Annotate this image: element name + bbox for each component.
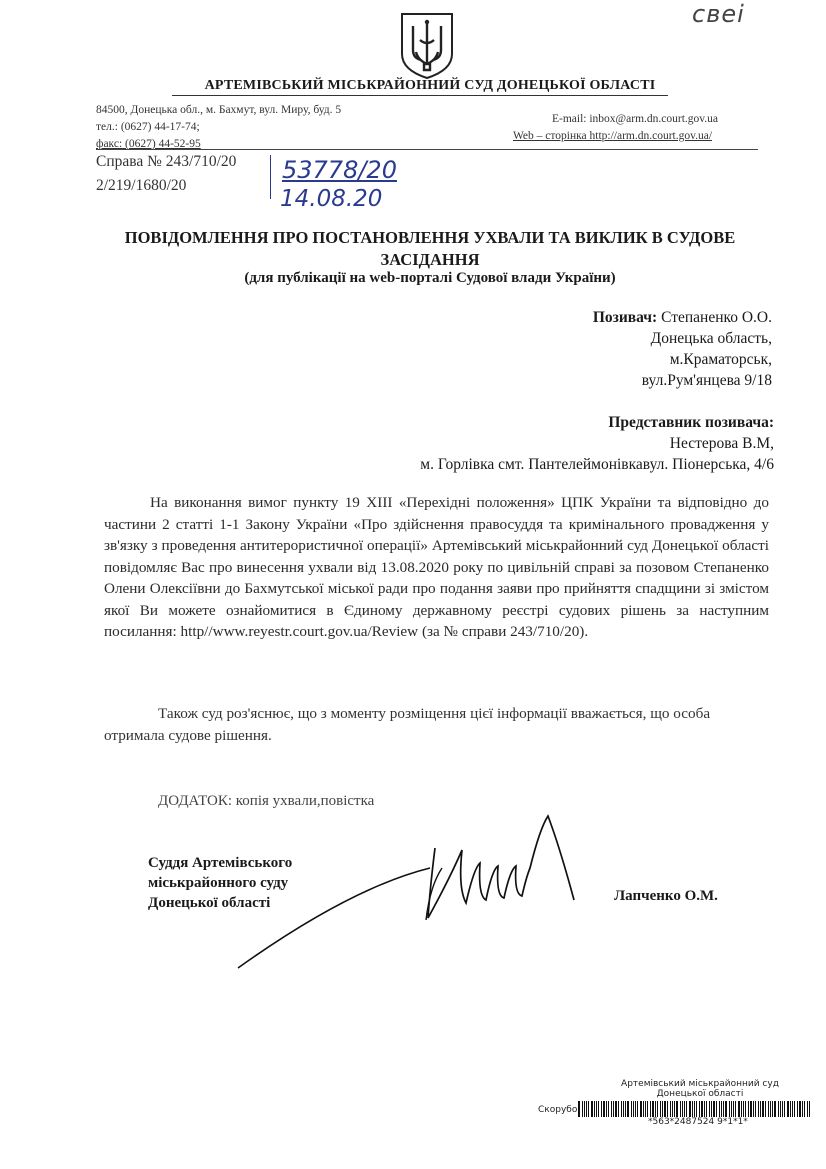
- barcode-bar: [608, 1101, 609, 1117]
- notice-paragraph-1-text: На виконання вимог пункту 19 ХІІІ «Перехідні положення» ЦПК України та відповідно до частини 2 статті 1-1 Закону України «Про здійснення правосуддя та кримінального провадження у зв'язку з проведення антитерористичної операції» Артемівський міськрайонний суд Донецької області повідомляє Вас про винесення ухвали від 13.08.2020 року по цивільній справі за позовом Степаненко Олени Олексіївни до Бахмутської міської ради про подання заяви про прийняття спадщини зі змістом якої Ви можете ознайомитися в Єдиному державному реєстрі судових рішень за наступним посилання: http//www.reyestr.court.gov.ua/Review (за № справи 243/710/20).: [104, 494, 769, 640]
- plaintiff-block: [452, 307, 772, 391]
- barcode-bar: [637, 1101, 638, 1117]
- case-number: Справа № 243/710/20: [96, 153, 237, 170]
- barcode-image: [578, 1101, 814, 1117]
- court-phone: тел.: (0627) 44-17-74;: [96, 121, 200, 133]
- barcode-bar: [643, 1101, 644, 1117]
- barcode-bar: [694, 1101, 695, 1117]
- barcode-bar: [682, 1101, 683, 1117]
- barcode-bar: [711, 1101, 712, 1117]
- barcode-bar: [741, 1101, 742, 1117]
- barcode-bar: [615, 1101, 617, 1117]
- barcode-bar: [603, 1101, 605, 1117]
- judge-name: Лапченко О.М.: [614, 888, 718, 904]
- barcode-bar: [735, 1101, 736, 1117]
- barcode-bar: [731, 1101, 732, 1117]
- barcode-bar: [719, 1101, 720, 1117]
- barcode-bar: [733, 1101, 734, 1117]
- barcode-bar: [689, 1101, 691, 1117]
- barcode-bar: [657, 1101, 658, 1117]
- plaintiff-city: м.Краматорськ,: [669, 351, 772, 368]
- barcode-bar: [797, 1101, 798, 1117]
- judge-title-line3: Донецької області: [148, 895, 271, 911]
- document-subtitle: (для публікації на web-порталі Судової влади України): [244, 270, 616, 286]
- attachment-note: ДОДАТОК: копія ухвали,повістка: [158, 793, 375, 809]
- barcode-bar: [762, 1101, 764, 1117]
- barcode-bar: [721, 1101, 722, 1117]
- barcode-bar: [584, 1101, 585, 1117]
- court-name-underline: [172, 95, 668, 96]
- barcode-bar: [738, 1101, 740, 1117]
- barcode-bar: [672, 1101, 673, 1117]
- representative-name: Нестерова В.М,: [669, 435, 774, 452]
- judge-title-line2: міськрайонного суду: [148, 875, 289, 891]
- court-address: 84500, Донецька обл., м. Бахмут, вул. Миру, буд. 5: [96, 104, 342, 116]
- barcode-bar: [790, 1101, 791, 1117]
- barcode-bar: [699, 1101, 700, 1117]
- barcode-bar: [596, 1101, 597, 1117]
- court-web: Web – сторінка http://arm.dn.court.gov.ua/: [513, 130, 713, 142]
- barcode-bar: [686, 1101, 687, 1117]
- barcode-bar: [713, 1101, 715, 1117]
- court-name: АРТЕМІВСЬКИЙ МІСЬКРАЙОННИЙ СУД ДОНЕЦЬКОЇ ОБЛАСТІ: [204, 78, 656, 93]
- representative-block: [274, 412, 774, 475]
- plaintiff-street: вул.Рум'янцева 9/18: [641, 372, 772, 389]
- barcode-bar: [588, 1101, 589, 1117]
- barcode-bar: [807, 1101, 808, 1117]
- barcode-bar: [625, 1101, 626, 1117]
- handwritten-stamp: свеі: [692, 0, 745, 28]
- coat-of-arms-emblem: [398, 10, 456, 80]
- barcode-bar: [745, 1101, 746, 1117]
- case-number-bracket: [270, 155, 277, 199]
- plaintiff-label: Позивач:: [592, 309, 658, 326]
- barcode-bar: [613, 1101, 614, 1117]
- barcode-bar: [606, 1101, 607, 1117]
- barcode-bar: [709, 1101, 710, 1117]
- barcode-bar: [701, 1101, 703, 1117]
- barcode-bar: [753, 1101, 754, 1117]
- barcode-bar: [660, 1101, 661, 1117]
- representative-label: Представник позивача:: [608, 414, 774, 431]
- barcode-bar: [765, 1101, 766, 1117]
- barcode-bar: [723, 1101, 724, 1117]
- court-stamp-line2: Донецької області: [656, 1089, 744, 1099]
- barcode-bar: [782, 1101, 783, 1117]
- barcode-bar: [802, 1101, 803, 1117]
- barcode-bar: [631, 1101, 632, 1117]
- barcode-bar: [774, 1101, 776, 1117]
- barcode-bar: [655, 1101, 656, 1117]
- barcode-bar: [670, 1101, 671, 1117]
- barcode-bar: [640, 1101, 642, 1117]
- barcode-bar: [794, 1101, 795, 1117]
- barcode-bar: [652, 1101, 654, 1117]
- document-title-line1: ПОВІДОМЛЕННЯ ПРО ПОСТАНОВЛЕННЯ УХВАЛИ ТА ВИКЛИК В СУДОВЕ: [124, 228, 736, 247]
- barcode-bar: [635, 1101, 636, 1117]
- barcode-bar: [758, 1101, 759, 1117]
- barcode-bar: [750, 1101, 752, 1117]
- notice-paragraph-1: [104, 492, 769, 643]
- barcode-bar: [706, 1101, 707, 1117]
- representative-address: м. Горлівка смт. Пантелеймонівкавул. Піонерська, 4/6: [420, 456, 774, 473]
- barcode-bar: [696, 1101, 697, 1117]
- barcode-bar: [692, 1101, 693, 1117]
- proceeding-number: 2/219/1680/20: [96, 177, 187, 194]
- barcode-bar: [611, 1101, 612, 1117]
- barcode-bar: [582, 1101, 583, 1117]
- barcode-bar: [623, 1101, 624, 1117]
- barcode-bar: [680, 1101, 681, 1117]
- barcode-bar: [633, 1101, 634, 1117]
- barcode-bar: [760, 1101, 761, 1117]
- barcode-number: *563*2487524 9*1*1*: [648, 1117, 748, 1127]
- barcode-bar: [591, 1101, 593, 1117]
- court-stamp: [620, 1079, 780, 1099]
- barcode-bar: [799, 1101, 801, 1117]
- barcode-bar: [729, 1101, 730, 1117]
- barcode-bar: [704, 1101, 705, 1117]
- plaintiff-line: [452, 307, 772, 328]
- notice-paragraph-2: [104, 703, 774, 746]
- court-fax: факс: (0627) 44-52-95: [96, 138, 201, 150]
- barcode-bar: [778, 1101, 779, 1117]
- handwritten-registration-number: 53778/20: [282, 156, 397, 184]
- document-title-line2: ЗАСІДАННЯ: [380, 250, 480, 269]
- barcode-bar: [621, 1101, 622, 1117]
- barcode-bar: [601, 1101, 602, 1117]
- barcode-bar: [755, 1101, 756, 1117]
- barcode-bar: [684, 1101, 685, 1117]
- judge-signature: [230, 808, 590, 978]
- barcode-bar: [780, 1101, 781, 1117]
- barcode-bar: [768, 1101, 769, 1117]
- judge-title-line1: Суддя Артемівського: [148, 855, 293, 871]
- header-divider: [96, 149, 758, 150]
- barcode-bar: [586, 1101, 587, 1117]
- barcode-bar: [598, 1101, 599, 1117]
- barcode-bar: [772, 1101, 773, 1117]
- barcode-bar: [676, 1101, 678, 1117]
- barcode-prefix: Скорубо: [538, 1105, 578, 1115]
- barcode-bar: [770, 1101, 771, 1117]
- barcode-bar: [792, 1101, 793, 1117]
- barcode-bar: [650, 1101, 651, 1117]
- barcode-bar: [647, 1101, 648, 1117]
- barcode-bar: [662, 1101, 663, 1117]
- barcode-bar: [578, 1101, 580, 1117]
- court-stamp-line1: Артемівський міськрайонний суд: [621, 1079, 779, 1089]
- barcode-bar: [627, 1101, 629, 1117]
- barcode-bar: [716, 1101, 717, 1117]
- barcode-bar: [809, 1101, 810, 1117]
- barcode-bar: [667, 1101, 668, 1117]
- barcode-bar: [594, 1101, 595, 1117]
- barcode-bar: [784, 1101, 785, 1117]
- barcode-bar: [674, 1101, 675, 1117]
- barcode-bar: [618, 1101, 619, 1117]
- plaintiff-region: Донецька область,: [650, 330, 772, 347]
- document-title: [90, 227, 770, 271]
- court-email: E-mail: inbox@arm.dn.court.gov.ua: [552, 113, 719, 125]
- notice-paragraph-2-text: Також суд роз'яснює, що з моменту розміщення цієї інформації вважається, що особа отримала судове рішення.: [104, 705, 711, 744]
- barcode-bar: [645, 1101, 646, 1117]
- barcode-bar: [725, 1101, 727, 1117]
- barcode-bar: [804, 1101, 805, 1117]
- barcode-bar: [787, 1101, 789, 1117]
- plaintiff-name: Степаненко О.О.: [661, 309, 772, 326]
- barcode-bar: [664, 1101, 666, 1117]
- barcode-bar: [743, 1101, 744, 1117]
- handwritten-registration-date: 14.08.20: [280, 186, 383, 212]
- barcode-bar: [748, 1101, 749, 1117]
